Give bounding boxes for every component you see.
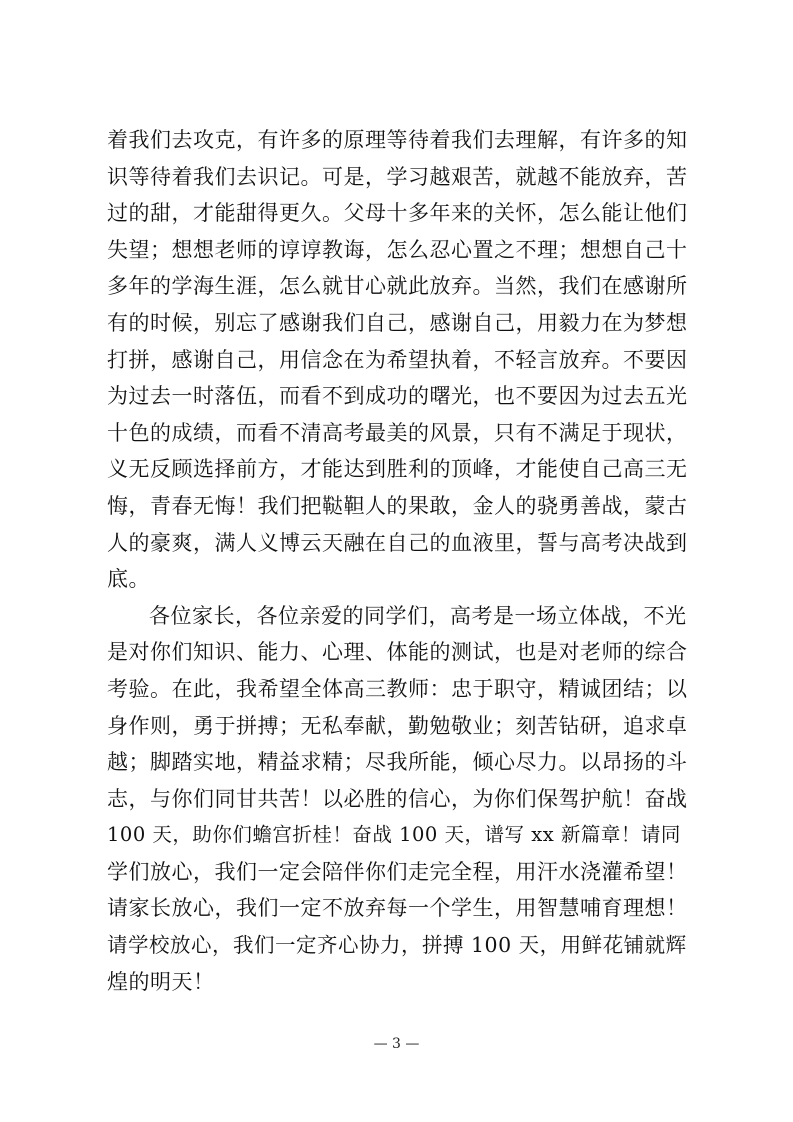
text-line: 煌的明天！ xyxy=(107,969,215,994)
text-line: 打拼，感谢自己，用信念在为希望执着，不轻言放弃。不要因 xyxy=(107,347,688,372)
text-line: 过的甜，才能甜得更久。父母十多年来的关怀，怎么能让他们 xyxy=(107,201,688,226)
text-line: 身作则，勇于拼搏；无私奉献，勤勉敬业；刻苦钻研，追求卓 xyxy=(107,713,688,738)
body-text xyxy=(107,122,691,1000)
text-line: 考验。在此，我希望全体高三教师：忠于职守，精诚团结；以 xyxy=(107,676,688,701)
text-line: 失望；想想老师的谆谆教诲，怎么忍心置之不理；想想自己十 xyxy=(107,237,688,262)
text-line: 悔，青春无悔！我们把鞑靼人的果敢，金人的骁勇善战，蒙古 xyxy=(107,493,688,518)
text-line: 底。 xyxy=(107,567,150,592)
text-line: 义无反顾选择前方，才能达到胜利的顶峰，才能使自己高三无 xyxy=(107,457,688,482)
text-line: 着我们去攻克，有许多的原理等待着我们去理解，有许多的知 xyxy=(107,128,688,152)
text-line: 100 天，助你们蟾宫折桂！奋战 100 天，谱写 xx 新篇章！请同 xyxy=(107,823,681,847)
text-line: 学们放心，我们一定会陪伴你们走完全程，用汗水浇灌希望！ xyxy=(107,859,688,884)
text-line: 各位家长，各位亲爱的同学们，高考是一场立体战，不光 xyxy=(149,603,687,628)
text-line: 识等待着我们去识记。可是，学习越艰苦，就越不能放弃，苦 xyxy=(107,164,688,189)
page-number: — 3 — xyxy=(373,1036,420,1052)
text-line: 志，与你们同甘共苦！以必胜的信心，为你们保驾护航！奋战 xyxy=(107,786,688,811)
text-line: 多年的学海生涯，怎么就甘心就此放弃。当然，我们在感谢所 xyxy=(107,274,688,299)
text-line: 请家长放心，我们一定不放弃每一个学生，用智慧哺育理想！ xyxy=(107,896,688,921)
text-line: 越；脚踏实地，精益求精；尽我所能，倾心尽力。以昂扬的斗 xyxy=(107,750,688,775)
text-line: 人的豪爽，满人义博云天融在自己的血液里，誓与高考决战到 xyxy=(107,530,688,555)
text-line: 有的时候，别忘了感谢我们自己，感谢自己，用毅力在为梦想 xyxy=(107,310,688,335)
text-line: 是对你们知识、能力、心理、体能的测试，也是对老师的综合 xyxy=(107,640,688,665)
text-line: 请学校放心，我们一定齐心协力，拼搏 100 天，用鲜花铺就辉 xyxy=(107,933,687,958)
text-line: 为过去一时落伍，而看不到成功的曙光，也不要因为过去五光 xyxy=(107,384,688,409)
text-line: 十色的成绩，而看不清高考最美的风景，只有不满足于现状， xyxy=(107,420,688,445)
